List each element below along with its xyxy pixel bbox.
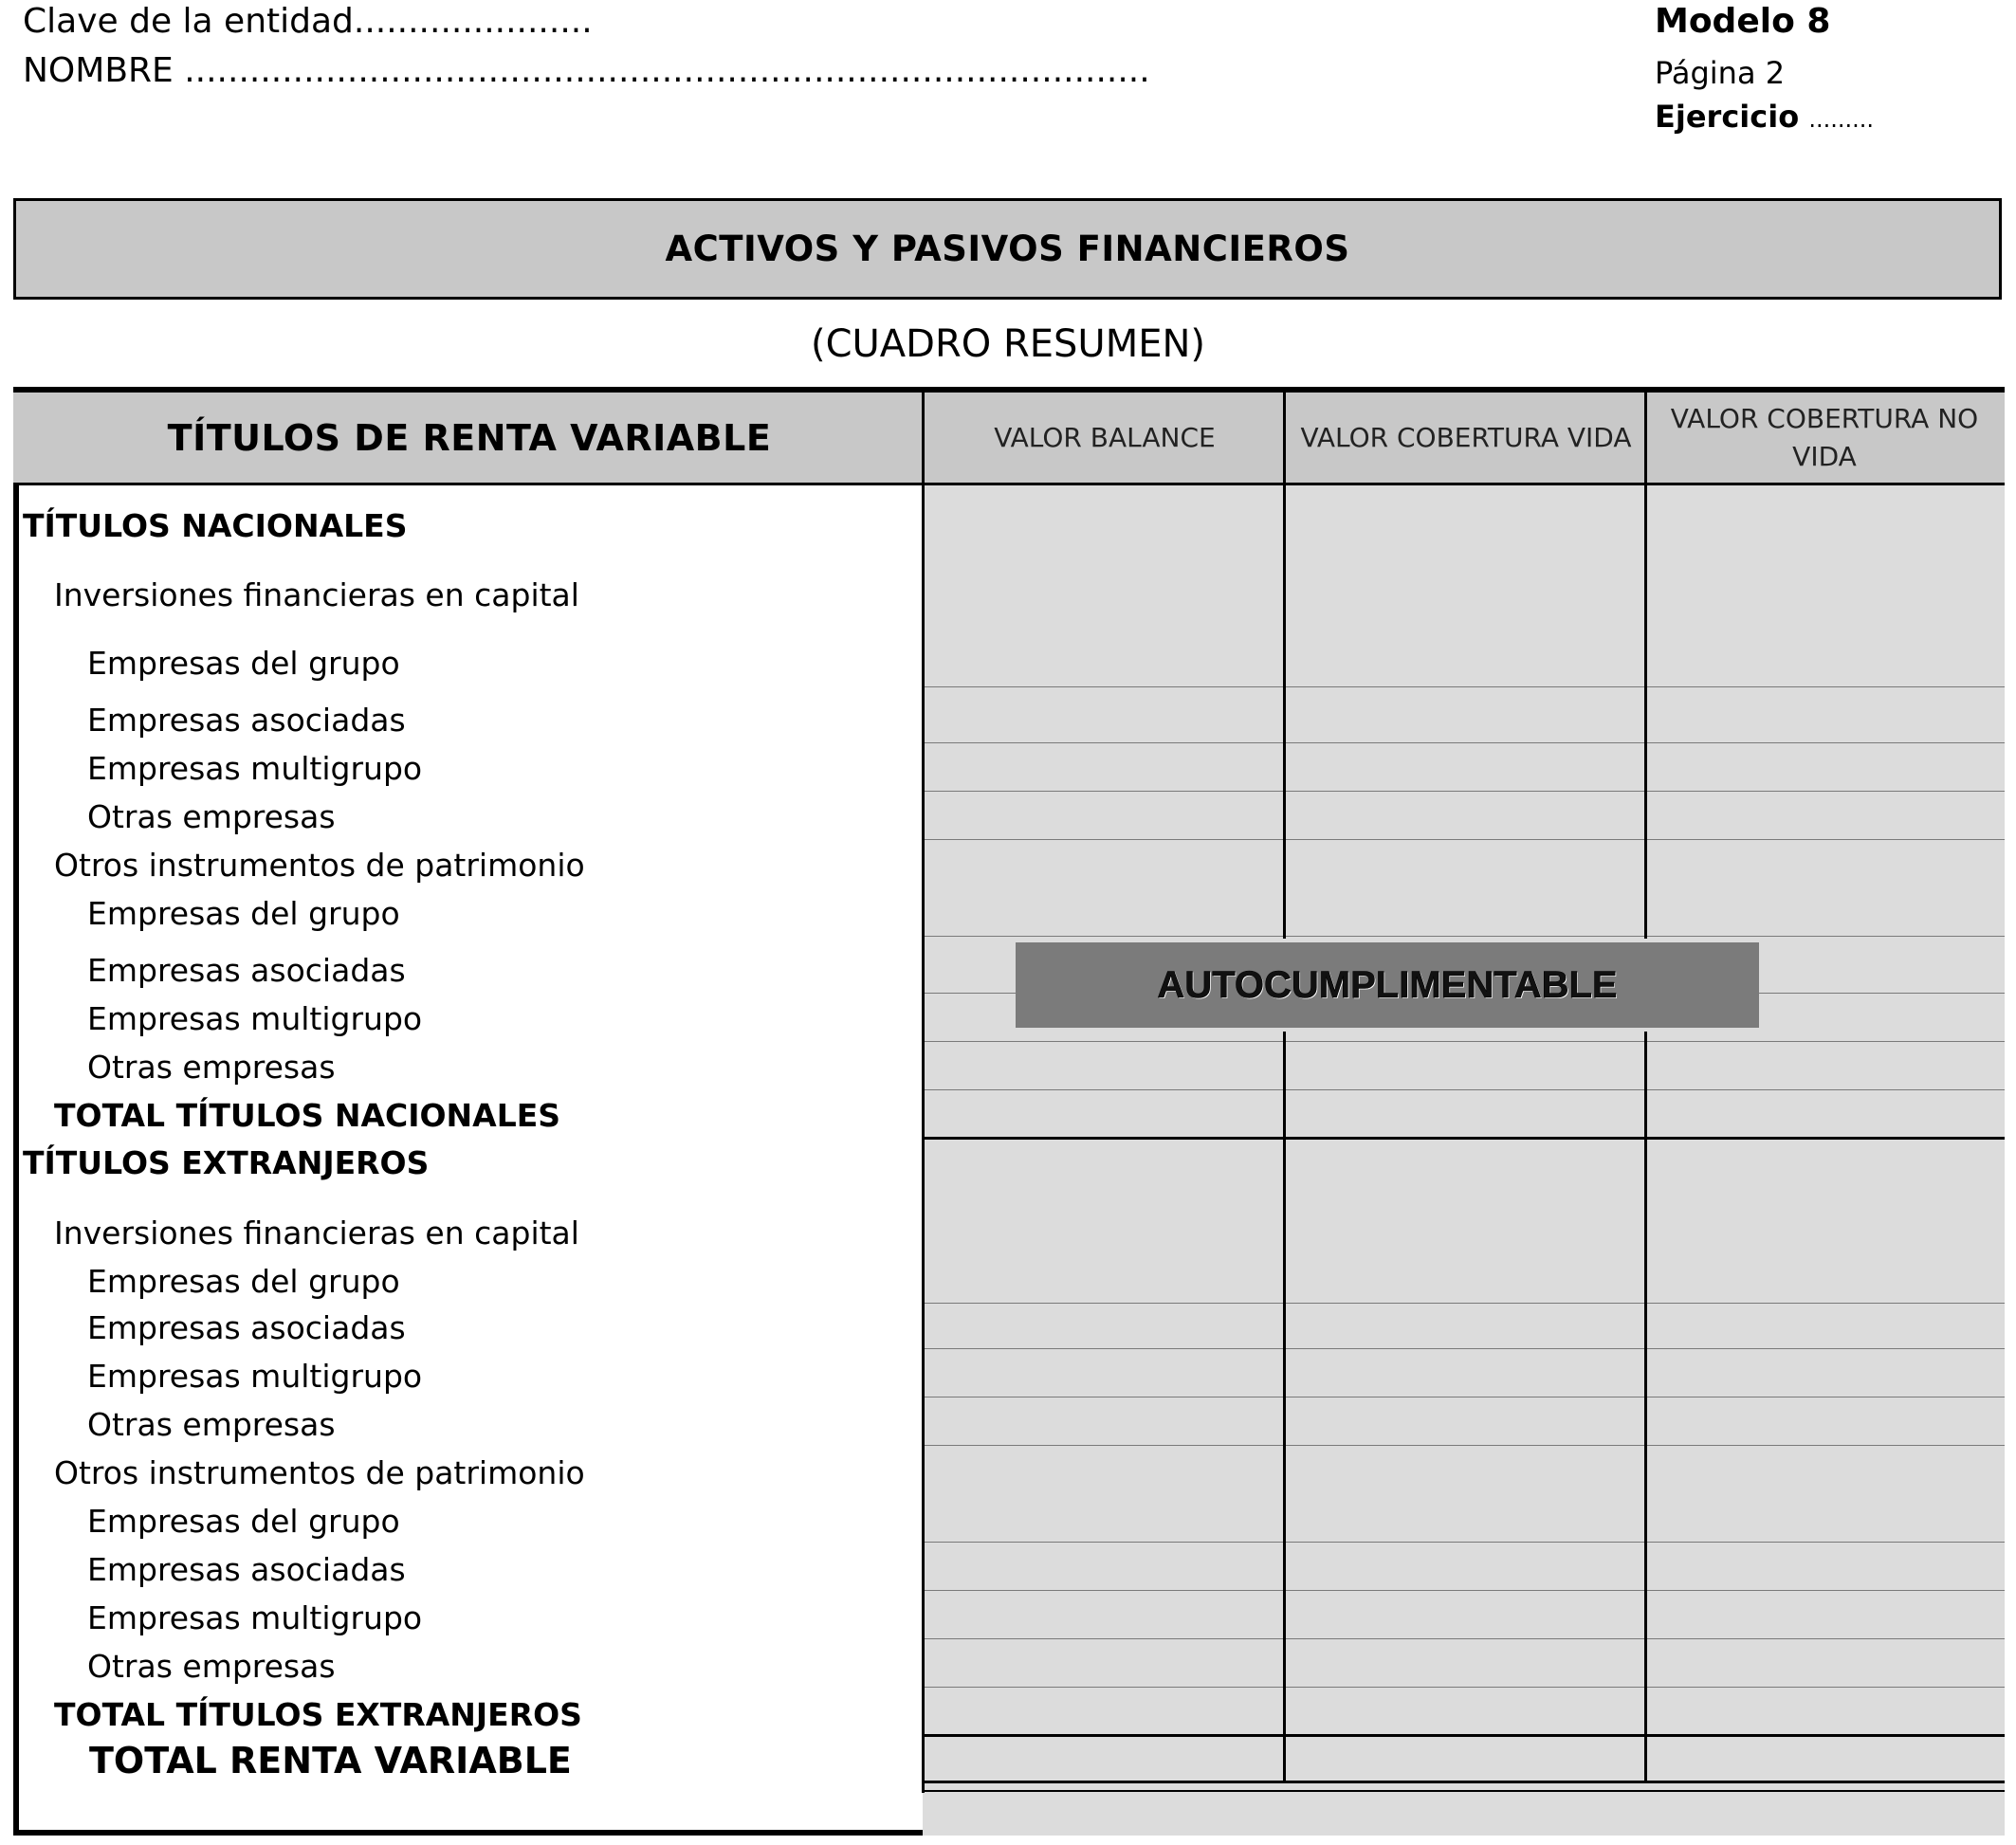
row-total-renta-variable: TOTAL RENTA VARIABLE (89, 1740, 572, 1781)
section-divider (923, 1137, 2005, 1140)
col-line-0 (922, 393, 925, 1793)
row-line (923, 791, 2005, 792)
row-line (923, 1089, 2005, 1090)
col-valor-cobertura-no-vida: VALOR COBERTURA NO VIDA (1670, 403, 1979, 472)
autocumplimentable-text: AUTOCUMPLIMENTABLE (1157, 963, 1618, 1006)
row-line (923, 686, 2005, 687)
row-empresas-asociadas: Empresas asociadas (87, 1551, 406, 1588)
row-empresas-grupo: Empresas del grupo (87, 1263, 400, 1300)
col-line-2b (1644, 1032, 1647, 1781)
ejercicio-dots: ......... (1808, 106, 1875, 133)
modelo-label: Modelo 8 (1655, 2, 1831, 41)
row-empresas-multigrupo: Empresas multigrupo (87, 1599, 423, 1636)
pagina-label: Página 2 (1655, 55, 1786, 91)
row-titulos-nacionales: TÍTULOS NACIONALES (23, 507, 408, 544)
section-subtitle: (CUADRO RESUMEN) (810, 322, 1205, 366)
col-line-1 (1283, 393, 1286, 939)
col-line-2 (1644, 393, 1647, 939)
ejercicio-label: Ejercicio (1655, 99, 1800, 135)
autocumplimentable-banner (1016, 942, 1759, 1028)
row-line (923, 1303, 2005, 1304)
total-divider (923, 1734, 2005, 1737)
row-empresas-multigrupo: Empresas multigrupo (87, 1000, 423, 1037)
total-divider (923, 1781, 2005, 1783)
col-valor-balance: VALOR BALANCE (994, 422, 1216, 453)
row-total-extranjeros: TOTAL TÍTULOS EXTRANJEROS (54, 1696, 582, 1733)
row-line (923, 1348, 2005, 1349)
row-empresas-grupo: Empresas del grupo (87, 895, 400, 932)
row-inversiones-capital: Inversiones financieras en capital (54, 1215, 579, 1251)
row-line (923, 936, 2005, 937)
row-otras-empresas: Otras empresas (87, 1648, 336, 1685)
row-otras-empresas: Otras empresas (87, 1049, 336, 1086)
col-line-1b (1283, 1032, 1286, 1781)
row-empresas-multigrupo: Empresas multigrupo (87, 750, 423, 787)
row-empresas-asociadas: Empresas asociadas (87, 952, 406, 989)
clave-entidad-label: Clave de la entidad...................... (23, 2, 593, 41)
total-underline (923, 1790, 2005, 1792)
row-line (923, 1542, 2005, 1543)
nombre-label: NOMBRE ......................................................................................... (23, 51, 1150, 90)
row-otros-instrumentos: Otros instrumentos de patrimonio (54, 1454, 585, 1491)
col-valor-cobertura-vida: VALOR COBERTURA VIDA (1300, 422, 1632, 453)
row-titulos-extranjeros: TÍTULOS EXTRANJEROS (23, 1144, 430, 1181)
row-line (923, 839, 2005, 840)
row-line (923, 1687, 2005, 1688)
row-line (923, 1445, 2005, 1446)
section-title: ACTIVOS Y PASIVOS FINANCIEROS (13, 198, 2002, 300)
row-line (923, 742, 2005, 743)
row-empresas-asociadas: Empresas asociadas (87, 702, 406, 739)
row-line (923, 1590, 2005, 1591)
row-inversiones-capital: Inversiones financieras en capital (54, 576, 579, 613)
row-line (923, 1638, 2005, 1639)
row-line (923, 1041, 2005, 1042)
row-otros-instrumentos: Otros instrumentos de patrimonio (54, 847, 585, 884)
row-empresas-asociadas: Empresas asociadas (87, 1309, 406, 1346)
row-empresas-multigrupo: Empresas multigrupo (87, 1358, 423, 1395)
ejercicio-field (1655, 99, 1874, 135)
row-empresas-grupo: Empresas del grupo (87, 645, 400, 682)
row-empresas-grupo: Empresas del grupo (87, 1503, 400, 1540)
row-otras-empresas: Otras empresas (87, 798, 336, 835)
row-total-nacionales: TOTAL TÍTULOS NACIONALES (54, 1097, 561, 1134)
main-column-header: TÍTULOS DE RENTA VARIABLE (167, 417, 772, 459)
row-otras-empresas: Otras empresas (87, 1406, 336, 1443)
